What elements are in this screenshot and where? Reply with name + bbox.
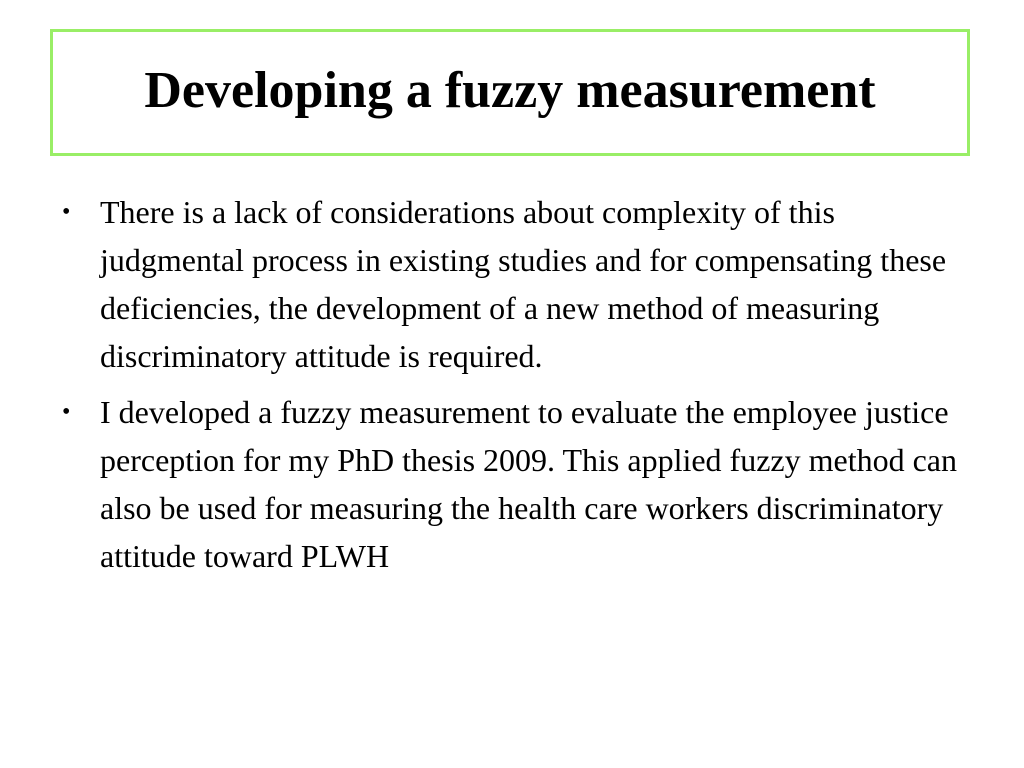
- bullet-list: [60, 188, 960, 588]
- bullet-text: I developed a fuzzy measurement to evaluate the employee justice perception for my PhD thesis 2009. This applied fuzzy method can also be used for measuring the health care workers discriminatory attitude toward PLWH: [100, 394, 957, 574]
- title-box: [50, 29, 970, 156]
- bullet-dot-icon: •: [62, 199, 71, 225]
- slide-title: Developing a fuzzy measurement: [144, 61, 876, 119]
- bullet-text: There is a lack of considerations about complexity of this judgmental process in existing studies and for compensating these deficiencies, the development of a new method of measuring discriminatory attitude is required.: [100, 194, 947, 374]
- bullet-item: [60, 388, 960, 580]
- bullet-dot-icon: •: [62, 399, 71, 425]
- bullet-item: [60, 188, 960, 380]
